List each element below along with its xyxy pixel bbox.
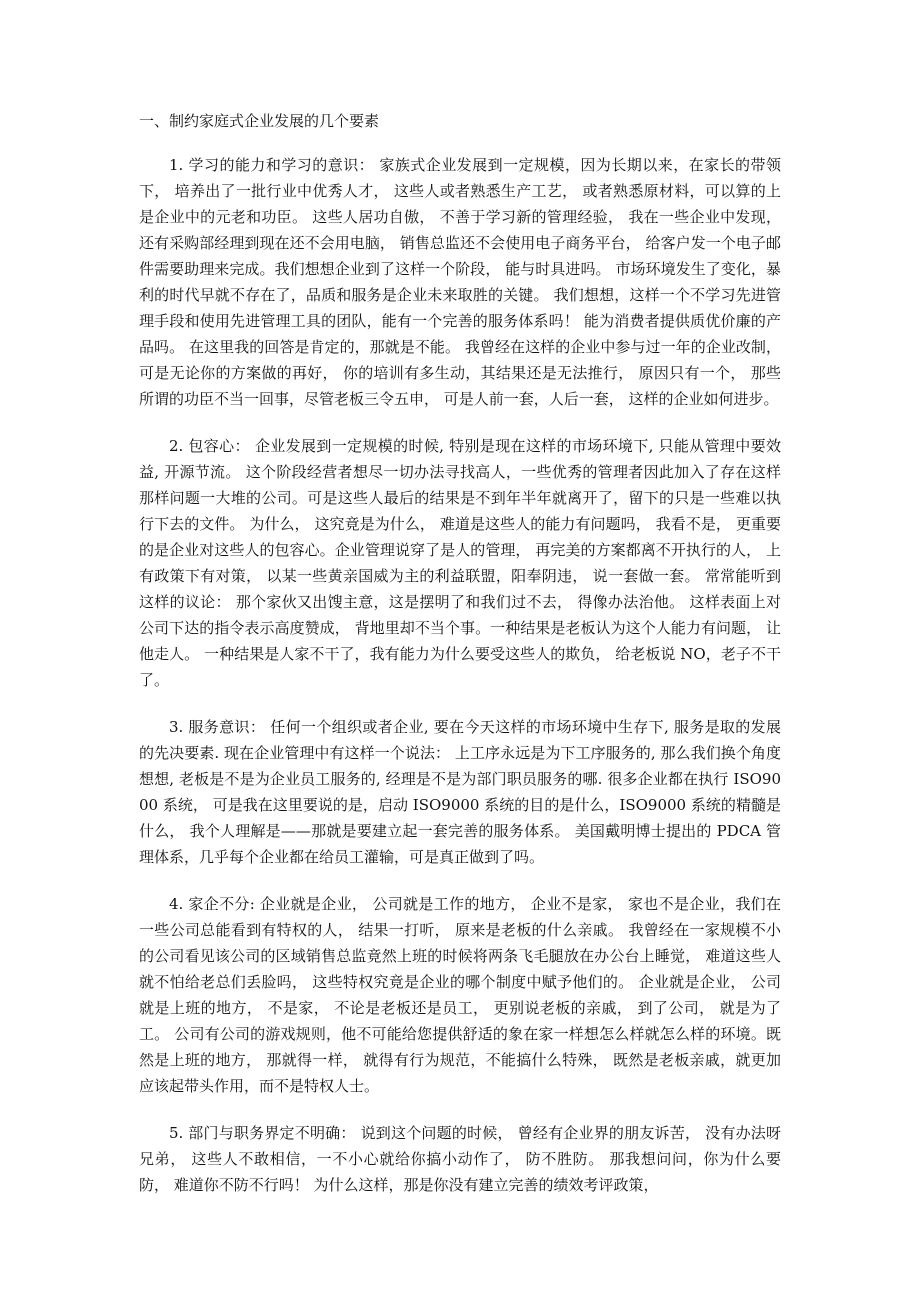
document-page	[139, 108, 781, 1219]
paragraph-learning-ability: 1. 学习的能力和学习的意识： 家族式企业发展到一定规模，因为长期以来，在家长的带领下， 培养出了一批行业中优秀人才， 这些人或者熟悉生产工艺， 或者熟悉原材料，可以算的上是企业中的元老和功臣。 这些人居功自傲， 不善于学习新的管理经验， 我在一些企业中发现， 还有采购部经理到现在还不会用电脑， 销售总监还不会使用电子商务平台， 给客户发一个电子邮件需要助理来完成。我们想想企业到了这样一个阶段， 能与时具进吗。 市场环境发生了变化，暴利的时代早就不存在了，品质和服务是企业未来取胜的关键。 我们想想，这样一个不学习先进管理手段和使用先进管理工具的团队，能有一个完善的服务体系吗！ 能为消费者提供质优价廉的产品吗。 在这里我的回答是肯定的，那就是不能。 我曾经在这样的企业中参与过一年的企业改制， 可是无论你的方案做的再好， 你的培训有多生动，其结果还是无法推行， 原因只有一个， 那些所谓的功臣不当一回事，尽管老板三令五申， 可是人前一套，人后一套， 这样的企业如何进步。	[139, 156, 781, 408]
paragraph-service-awareness: 3. 服务意识： 任何一个组织或者企业, 要在今天这样的市场环境中生存下, 服务是取的发展的先决要素. 现在企业管理中有这样一个说法： 上工序永远是为下工序服务的, 那么我们换个角度想想, 老板是不是为企业员工服务的, 经理是不是为部门职员服务的哪. 很多企业都在执行 ISO9000 系统， 可是我在这里要说的是，启动 ISO9000 系统的目的是什么，ISO9000 系统的精髓是什么， 我个人理解是——那就是要建立起一套完善的服务体系。 美国戴明博士提出的 PDCA 管理体系，几乎每个企业都在给员工灌输，可是真正做到了吗。	[139, 718, 781, 866]
paragraph-role-definition: 5. 部门与职务界定不明确： 说到这个问题的时候， 曾经有企业界的朋友诉苦， 没有办法呀兄弟， 这些人不敢相信，一不小心就给你搞小动作了， 防不胜防。 那我想问问，你为什么要防， 难道你不防不行吗！ 为什么这样，那是你没有建立完善的绩效考评政策，	[139, 1124, 781, 1194]
paragraph-tolerance: 2. 包容心： 企业发展到一定规模的时候, 特别是现在这样的市场环境下, 只能从管理中要效益, 开源节流。 这个阶段经营者想尽一切办法寻找高人，一些优秀的管理者因此加入了存在这样那样问题一大堆的公司。可是这些人最后的结果是不到年半年就离开了，留下的只是一些难以执行下去的文件。 为什么， 这究竟是为什么， 难道是这些人的能力有问题吗， 我看不是， 更重要的是企业对这些人的包容心。企业管理说穿了是人的管理， 再完美的方案都离不开执行的人， 上有政策下有对策， 以某一些黄亲国威为主的利益联盟，阳奉阴违， 说一套做一套。 常常能听到这样的议论： 那个家伙又出馊主意，这是摆明了和我们过不去， 得像办法治他。 这样表面上对公司下达的指令表示高度赞成， 背地里却不当个事。一种结果是老板认为这个人能力有问题， 让他走人。 一种结果是人家不干了，我有能力为什么要受这些人的欺负， 给老板说 NO，老子不干了。	[139, 437, 781, 689]
paragraph-family-business: 4. 家企不分: 企业就是企业， 公司就是工作的地方， 企业不是家， 家也不是企业，我们在一些公司总能看到有特权的人， 结果一打听， 原来是老板的什么亲戚。 我曾经在一家规模不小的公司看见该公司的区域销售总监竟然上班的时候将两条飞毛腿放在办公台上睡觉， 难道这些人就不怕给老总们丢脸吗， 这些特权究竟是企业的哪个制度中赋予他们的。 企业就是企业， 公司就是上班的地方， 不是家， 不论是老板还是员工， 更别说老板的亲戚， 到了公司， 就是为了工。 公司有公司的游戏规则，他不可能给您提供舒适的象在家一样想怎么样就怎么样的环境。既然是上班的地方， 那就得一样， 就得有行为规范，不能搞什么特殊， 既然是老板亲戚，就更加应该起带头作用，而不是特权人士。	[139, 895, 781, 1095]
document-title: 一、制约家庭式企业发展的几个要素	[139, 112, 380, 130]
